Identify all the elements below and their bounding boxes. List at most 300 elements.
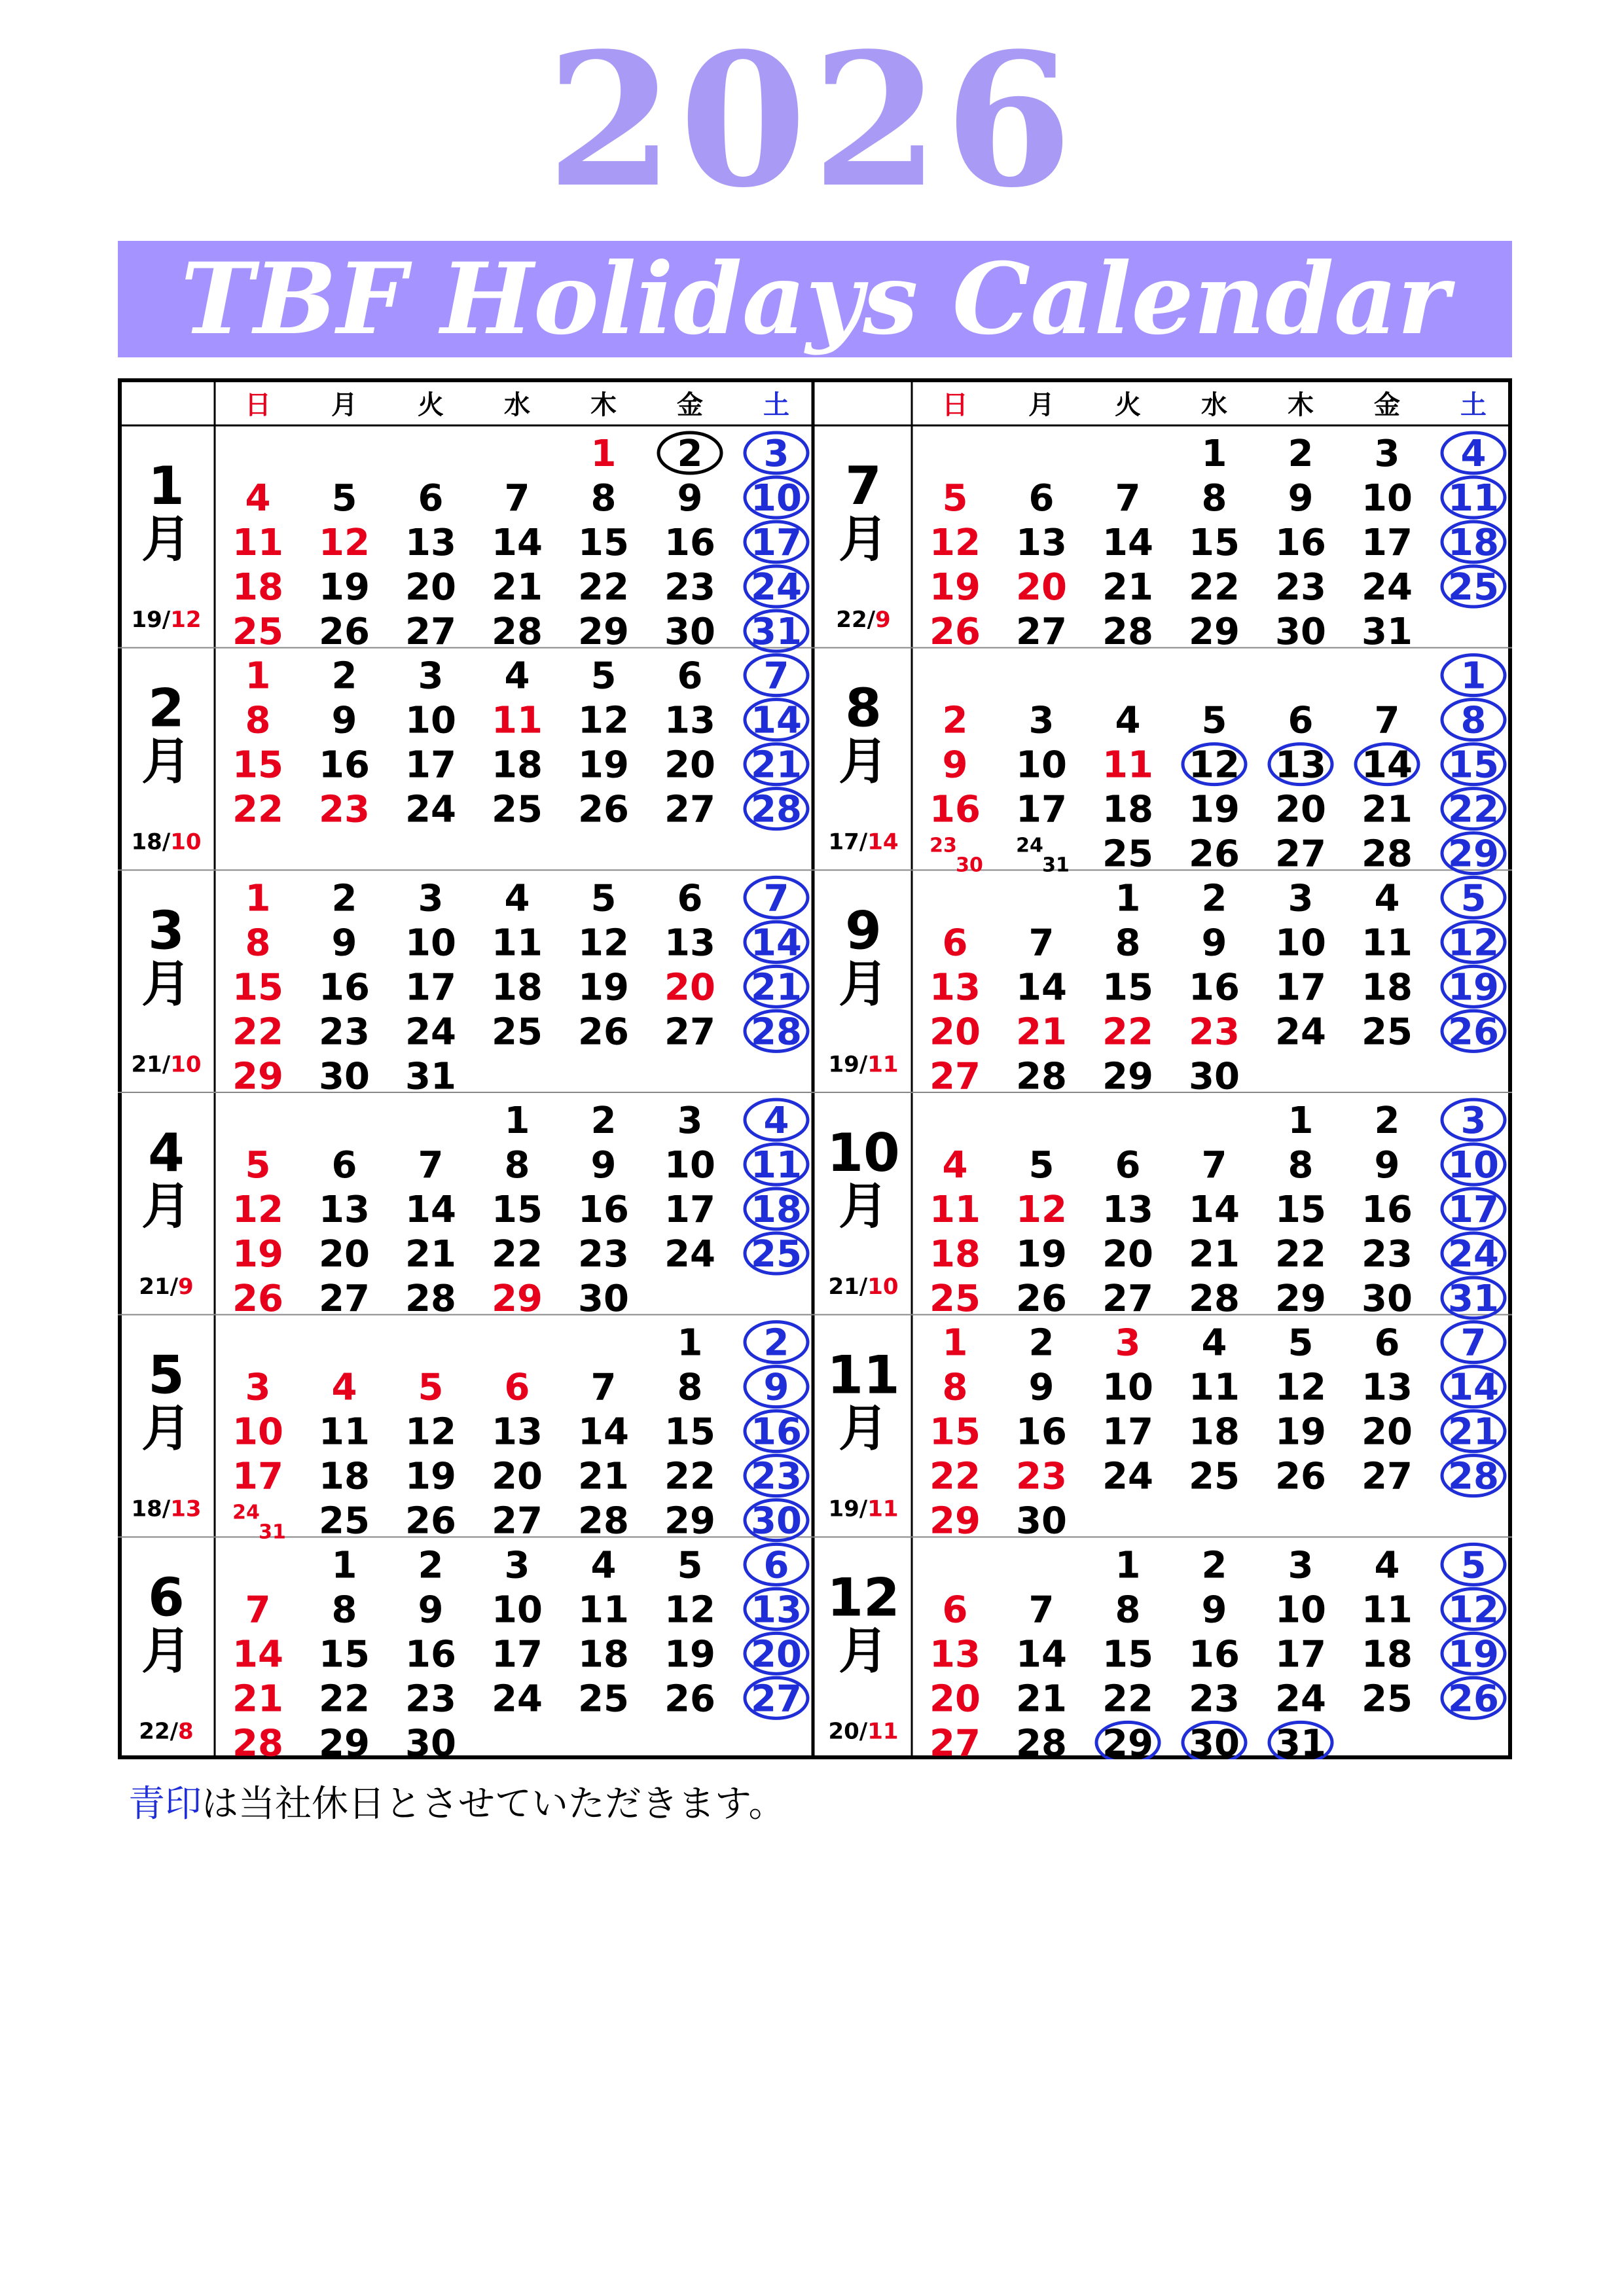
calendar-day: 26 [1016, 1278, 1067, 1320]
month-counts [828, 1051, 898, 1077]
calendar-day: 14 [1362, 744, 1413, 787]
workday-count: 20 [828, 1718, 859, 1745]
month-counts [836, 607, 890, 633]
calendar-day: 20 [492, 1455, 543, 1498]
calendar-day: 13 [1016, 522, 1067, 564]
calendar-day: 25 [1102, 833, 1153, 876]
calendar-day: 31 [1448, 1278, 1499, 1320]
calendar-day: 13 [1275, 744, 1326, 787]
calendar-day: 23 [578, 1233, 629, 1276]
month-unit: 月 [839, 1621, 888, 1680]
calendar-day: 14 [1448, 1366, 1499, 1409]
calendar-day: 30 [319, 1055, 370, 1098]
calendar-day: 20 [751, 1633, 802, 1676]
calendar-day: 12 [1275, 1366, 1326, 1409]
calendar-day: 29 [1102, 1722, 1153, 1759]
calendar-day: 30 [1275, 611, 1326, 653]
calendar-grid-svg [118, 378, 1512, 1759]
calendar-day: 15 [578, 522, 629, 564]
calendar-day: 20 [1016, 566, 1067, 609]
calendar-day: 4 [245, 477, 271, 520]
calendar-day: 18 [1362, 1633, 1413, 1676]
calendar-day: 19 [1448, 966, 1499, 1009]
calendar-day: 6 [942, 1588, 968, 1632]
calendar-day: 15 [1189, 522, 1240, 564]
calendar-day: 24 [1448, 1233, 1499, 1276]
calendar-day: 28 [1102, 611, 1153, 653]
calendar-day: 27 [1016, 611, 1067, 653]
count-separator: / [162, 1496, 171, 1522]
weekday-header: 水 [504, 390, 530, 420]
calendar-day: 14 [751, 922, 802, 965]
calendar-day: 11 [232, 522, 283, 564]
month-unit: 月 [141, 1177, 191, 1235]
calendar-day: 23 [319, 1011, 370, 1054]
weekday-header: 日 [245, 390, 271, 420]
calendar-day: 14 [578, 1410, 629, 1454]
month-counts [139, 1718, 193, 1744]
calendar-day: 25 [1448, 566, 1499, 609]
workday-count: 18 [131, 1496, 162, 1522]
calendar-day: 3 [504, 1544, 530, 1587]
calendar-day: 16 [1189, 966, 1240, 1009]
holiday-count: 11 [867, 1496, 899, 1522]
calendar-day: 19 [405, 1455, 456, 1498]
calendar-day: 21 [1448, 1410, 1499, 1454]
calendar-day: 5 [942, 477, 968, 520]
calendar-day: 10 [751, 477, 802, 520]
calendar-day: 3 [245, 1366, 271, 1409]
calendar-day: 25 [929, 1278, 981, 1320]
calendar-day: 7 [1460, 1321, 1487, 1365]
calendar-day: 10 [664, 1144, 715, 1187]
calendar-day: 19 [664, 1633, 715, 1676]
calendar-day: 17 [664, 1189, 715, 1231]
count-separator: / [170, 1274, 179, 1300]
calendar-day: 14 [1016, 966, 1067, 1009]
calendar-day: 28 [1016, 1055, 1067, 1098]
workday-count: 19 [131, 607, 162, 633]
count-separator: / [162, 829, 171, 855]
calendar-day: 4 [1374, 1544, 1400, 1587]
calendar-day: 5 [245, 1144, 271, 1187]
calendar-grid [118, 378, 1512, 1759]
calendar-day: 18 [578, 1633, 629, 1676]
calendar-day: 14 [492, 522, 543, 564]
holiday-count: 10 [170, 829, 202, 855]
calendar-day: 17 [1275, 1633, 1326, 1676]
month-unit: 月 [839, 510, 888, 568]
calendar-day: 2 [1028, 1321, 1055, 1365]
calendar-day: 29 [929, 1499, 981, 1543]
calendar-day: 13 [319, 1189, 370, 1231]
calendar-day: 5 [1288, 1321, 1314, 1365]
calendar-day: 29 [319, 1722, 370, 1759]
calendar-day: 21 [1102, 566, 1153, 609]
calendar-day: 24 [1102, 1455, 1153, 1498]
calendar-day: 22 [1448, 788, 1499, 831]
calendar-day: 22 [1102, 1677, 1153, 1721]
calendar-day: 17 [1448, 1189, 1499, 1231]
calendar-day: 9 [590, 1144, 617, 1187]
calendar-day: 19 [578, 744, 629, 787]
calendar-day: 9 [1201, 1588, 1227, 1632]
calendar-day: 17 [1275, 966, 1326, 1009]
calendar-day: 3 [1288, 877, 1314, 920]
calendar-day: 23 [1189, 1677, 1240, 1721]
calendar-day: 13 [405, 522, 456, 564]
count-separator: / [162, 607, 171, 633]
calendar-day: 21 [751, 966, 802, 1009]
calendar-day: 1 [331, 1544, 357, 1587]
holiday-count: 11 [867, 1051, 899, 1078]
calendar-day: 1 [245, 655, 271, 698]
calendar-day: 23 [319, 788, 370, 831]
holiday-count: 8 [178, 1718, 194, 1745]
calendar-day: 20 [664, 966, 715, 1009]
calendar-day: 26 [664, 1677, 715, 1721]
calendar-day: 3 [418, 655, 444, 698]
calendar-day: 6 [1028, 477, 1055, 520]
calendar-day: 23 [405, 1677, 456, 1721]
count-separator: / [859, 1496, 868, 1522]
calendar-day: 17 [751, 522, 802, 564]
calendar-day: 18 [492, 966, 543, 1009]
month-counts [828, 1718, 898, 1744]
calendar-day: 18 [1102, 788, 1153, 831]
month-number: 9 [845, 900, 882, 961]
calendar-day: 14 [405, 1189, 456, 1231]
calendar-day: 9 [763, 1366, 789, 1409]
calendar-day: 4 [590, 1544, 617, 1587]
calendar-day: 1 [1201, 433, 1227, 475]
calendar-day: 18 [232, 566, 283, 609]
workday-count: 21 [828, 1274, 859, 1300]
calendar-day: 28 [492, 611, 543, 653]
month-number: 2 [148, 677, 185, 739]
month-unit: 月 [141, 1621, 191, 1680]
calendar-day: 21 [492, 566, 543, 609]
calendar-day: 9 [1201, 922, 1227, 965]
calendar-day: 7 [1028, 1588, 1055, 1632]
holiday-count: 10 [170, 1051, 202, 1078]
calendar-day: 5 [1460, 1544, 1487, 1587]
calendar-day: 11 [1362, 1588, 1413, 1632]
month-number: 8 [845, 677, 882, 739]
calendar-day: 9 [942, 744, 968, 787]
calendar-day: 6 [942, 922, 968, 965]
calendar-day: 1 [590, 433, 617, 475]
calendar-day: 19 [232, 1233, 283, 1276]
calendar-day: 5 [1201, 699, 1227, 742]
calendar-day: 11 [1102, 744, 1153, 787]
calendar-day: 26 [1448, 1677, 1499, 1721]
calendar-day: 20 [929, 1011, 981, 1054]
calendar-day: 18 [492, 744, 543, 787]
calendar-day: 16 [664, 522, 715, 564]
holiday-count: 11 [867, 1718, 899, 1745]
calendar-day: 17 [1016, 788, 1067, 831]
calendar-day: 25 [578, 1677, 629, 1721]
calendar-day: 8 [1201, 477, 1227, 520]
calendar-day: 10 [1016, 744, 1067, 787]
count-separator: / [170, 1718, 179, 1745]
workday-count: 21 [139, 1274, 170, 1300]
holiday-note [128, 1775, 785, 1834]
holiday-count: 9 [178, 1274, 194, 1300]
calendar-day: 19 [319, 566, 370, 609]
count-separator: / [859, 1274, 868, 1300]
calendar-day: 27 [929, 1055, 981, 1098]
note-text: は当社休日とさせていただきます。 [202, 1783, 785, 1825]
calendar-day: 13 [492, 1410, 543, 1454]
calendar-day: 24 [405, 1011, 456, 1054]
weekday-header: 火 [1115, 390, 1141, 420]
calendar-day: 23 [751, 1455, 802, 1498]
calendar-day: 22 [319, 1677, 370, 1721]
calendar-day: 16 [1275, 522, 1326, 564]
calendar-day: 13 [929, 966, 981, 1009]
calendar-day: 21 [232, 1677, 283, 1721]
calendar-day: 27 [1102, 1278, 1153, 1320]
calendar-day: 2 [677, 433, 703, 475]
calendar-day: 7 [1374, 699, 1400, 742]
month-number: 6 [148, 1567, 185, 1628]
calendar-day: 19 [1275, 1410, 1326, 1454]
calendar-day: 13 [664, 922, 715, 965]
calendar-day: 25 [1362, 1677, 1413, 1721]
workday-count: 17 [828, 829, 859, 855]
calendar-day: 7 [418, 1144, 444, 1187]
month-number: 5 [148, 1344, 185, 1406]
calendar-day: 12 [664, 1588, 715, 1632]
calendar-day: 16 [1016, 1410, 1067, 1454]
calendar-day: 2 [942, 699, 968, 742]
calendar-day: 9 [331, 922, 357, 965]
month-unit: 月 [141, 954, 191, 1013]
calendar-day: 12 [1448, 1588, 1499, 1632]
calendar-day: 26 [578, 788, 629, 831]
calendar-day: 26 [1448, 1011, 1499, 1054]
calendar-day: 28 [578, 1499, 629, 1543]
weekday-header: 金 [1374, 390, 1400, 420]
weekday-header: 月 [331, 390, 357, 420]
calendar-day: 23 [1016, 1455, 1067, 1498]
month-unit: 月 [839, 732, 888, 791]
count-separator: / [162, 1051, 171, 1078]
calendar-day: 13 [1362, 1366, 1413, 1409]
calendar-day: 24 [1016, 834, 1043, 857]
calendar-day: 15 [1275, 1189, 1326, 1231]
calendar-day: 3 [1115, 1321, 1141, 1365]
calendar-day: 27 [929, 1722, 981, 1759]
calendar-day: 18 [1448, 522, 1499, 564]
calendar-day: 27 [1275, 833, 1326, 876]
calendar-day: 6 [1374, 1321, 1400, 1365]
calendar-day: 11 [492, 699, 543, 742]
count-separator: / [859, 1718, 868, 1745]
calendar-day: 30 [956, 853, 983, 877]
calendar-day: 7 [1201, 1144, 1227, 1187]
calendar-day: 20 [1275, 788, 1326, 831]
calendar-day: 30 [1189, 1055, 1240, 1098]
calendar-day: 18 [1362, 966, 1413, 1009]
calendar-day: 19 [1448, 1633, 1499, 1676]
calendar-day: 27 [319, 1278, 370, 1320]
calendar-day: 31 [1362, 611, 1413, 653]
calendar-day: 24 [664, 1233, 715, 1276]
calendar-day: 26 [578, 1011, 629, 1054]
calendar-day: 23 [929, 834, 957, 857]
calendar-day: 8 [1115, 922, 1141, 965]
calendar-day: 12 [578, 922, 629, 965]
calendar-day: 30 [578, 1278, 629, 1320]
calendar-day: 25 [492, 1011, 543, 1054]
calendar-day: 25 [492, 788, 543, 831]
calendar-day: 28 [1016, 1722, 1067, 1759]
calendar-day: 16 [319, 966, 370, 1009]
calendar-day: 10 [492, 1588, 543, 1632]
calendar-day: 28 [405, 1278, 456, 1320]
count-separator: / [859, 1051, 868, 1078]
calendar-day: 15 [1102, 966, 1153, 1009]
month-counts [828, 1274, 898, 1300]
calendar-day: 23 [664, 566, 715, 609]
calendar-day: 10 [1362, 477, 1413, 520]
month-counts [131, 1496, 201, 1522]
calendar-day: 24 [751, 566, 802, 609]
calendar-day: 18 [1189, 1410, 1240, 1454]
calendar-day: 8 [245, 922, 271, 965]
month-number: 11 [827, 1344, 900, 1406]
calendar-day: 28 [232, 1722, 283, 1759]
calendar-day: 6 [677, 877, 703, 920]
calendar-day: 28 [751, 1011, 802, 1054]
calendar-day: 24 [232, 1501, 260, 1524]
month-number: 3 [148, 900, 185, 961]
calendar-day: 1 [504, 1100, 530, 1142]
calendar-day: 29 [1102, 1055, 1153, 1098]
calendar-day: 3 [1288, 1544, 1314, 1587]
calendar-day: 29 [1448, 833, 1499, 876]
calendar-day: 27 [492, 1499, 543, 1543]
calendar-day: 25 [1362, 1011, 1413, 1054]
calendar-day: 4 [504, 877, 530, 920]
calendar-day: 16 [1189, 1633, 1240, 1676]
holiday-count: 10 [867, 1274, 899, 1300]
calendar-day: 16 [929, 788, 981, 831]
calendar-day: 12 [578, 699, 629, 742]
calendar-day: 15 [319, 1633, 370, 1676]
calendar-day: 18 [751, 1189, 802, 1231]
calendar-day: 3 [418, 877, 444, 920]
calendar-day: 19 [929, 566, 981, 609]
calendar-banner-title: TBF Holidays Calendar [118, 241, 1512, 357]
calendar-day: 5 [1460, 877, 1487, 920]
calendar-day: 9 [1374, 1144, 1400, 1187]
calendar-day: 12 [929, 522, 981, 564]
calendar-day: 16 [1362, 1189, 1413, 1231]
calendar-day: 4 [331, 1366, 357, 1409]
month-unit: 月 [839, 1177, 888, 1235]
calendar-day: 31 [405, 1055, 456, 1098]
month-unit: 月 [839, 1399, 888, 1458]
month-number: 7 [845, 456, 882, 516]
count-separator: / [867, 607, 876, 633]
calendar-day: 30 [1016, 1499, 1067, 1543]
weekday-header: 木 [1288, 390, 1314, 420]
workday-count: 22 [836, 607, 867, 633]
month-counts [828, 829, 898, 855]
calendar-day: 11 [1448, 477, 1499, 520]
calendar-day: 8 [1460, 699, 1487, 742]
calendar-day: 20 [319, 1233, 370, 1276]
calendar-day: 7 [504, 477, 530, 520]
calendar-day: 2 [418, 1544, 444, 1587]
calendar-day: 8 [590, 477, 617, 520]
weekday-header: 木 [590, 390, 617, 420]
calendar-day: 14 [1016, 1633, 1067, 1676]
calendar-day: 22 [1275, 1233, 1326, 1276]
calendar-day: 8 [942, 1366, 968, 1409]
calendar-day: 16 [405, 1633, 456, 1676]
calendar-day: 17 [492, 1633, 543, 1676]
calendar-day: 10 [232, 1410, 283, 1454]
calendar-day: 26 [232, 1278, 283, 1320]
calendar-day: 10 [1102, 1366, 1153, 1409]
calendar-day: 16 [751, 1410, 802, 1454]
calendar-day: 26 [1189, 833, 1240, 876]
calendar-day: 22 [232, 788, 283, 831]
calendar-day: 5 [418, 1366, 444, 1409]
calendar-day: 29 [1189, 611, 1240, 653]
calendar-day: 13 [929, 1633, 981, 1676]
calendar-day: 7 [763, 655, 789, 698]
calendar-day: 9 [418, 1588, 444, 1632]
calendar-day: 8 [245, 699, 271, 742]
calendar-day: 21 [1016, 1011, 1067, 1054]
weekday-header: 土 [1460, 390, 1487, 420]
calendar-day: 3 [1028, 699, 1055, 742]
calendar-day: 31 [751, 611, 802, 653]
holiday-count: 14 [867, 829, 899, 855]
calendar-day: 25 [319, 1499, 370, 1543]
calendar-day: 31 [1275, 1722, 1326, 1759]
calendar-day: 22 [232, 1011, 283, 1054]
calendar-day: 11 [319, 1410, 370, 1454]
calendar-day: 3 [1374, 433, 1400, 475]
calendar-day: 5 [590, 877, 617, 920]
calendar-day: 1 [1288, 1100, 1314, 1142]
calendar-day: 9 [1288, 477, 1314, 520]
calendar-day: 6 [418, 477, 444, 520]
calendar-day: 15 [492, 1189, 543, 1231]
calendar-day: 26 [929, 611, 981, 653]
workday-count: 21 [131, 1051, 162, 1078]
calendar-day: 5 [590, 655, 617, 698]
calendar-day: 29 [1275, 1278, 1326, 1320]
calendar-day: 4 [1201, 1321, 1227, 1365]
weekday-header: 土 [763, 390, 789, 420]
calendar-day: 11 [492, 922, 543, 965]
calendar-day: 2 [331, 655, 357, 698]
calendar-day: 11 [1189, 1366, 1240, 1409]
calendar-day: 2 [590, 1100, 617, 1142]
note-highlight: 青印 [128, 1783, 202, 1825]
month-number: 4 [148, 1122, 185, 1183]
calendar-day: 30 [405, 1722, 456, 1759]
calendar-day: 15 [1448, 744, 1499, 787]
